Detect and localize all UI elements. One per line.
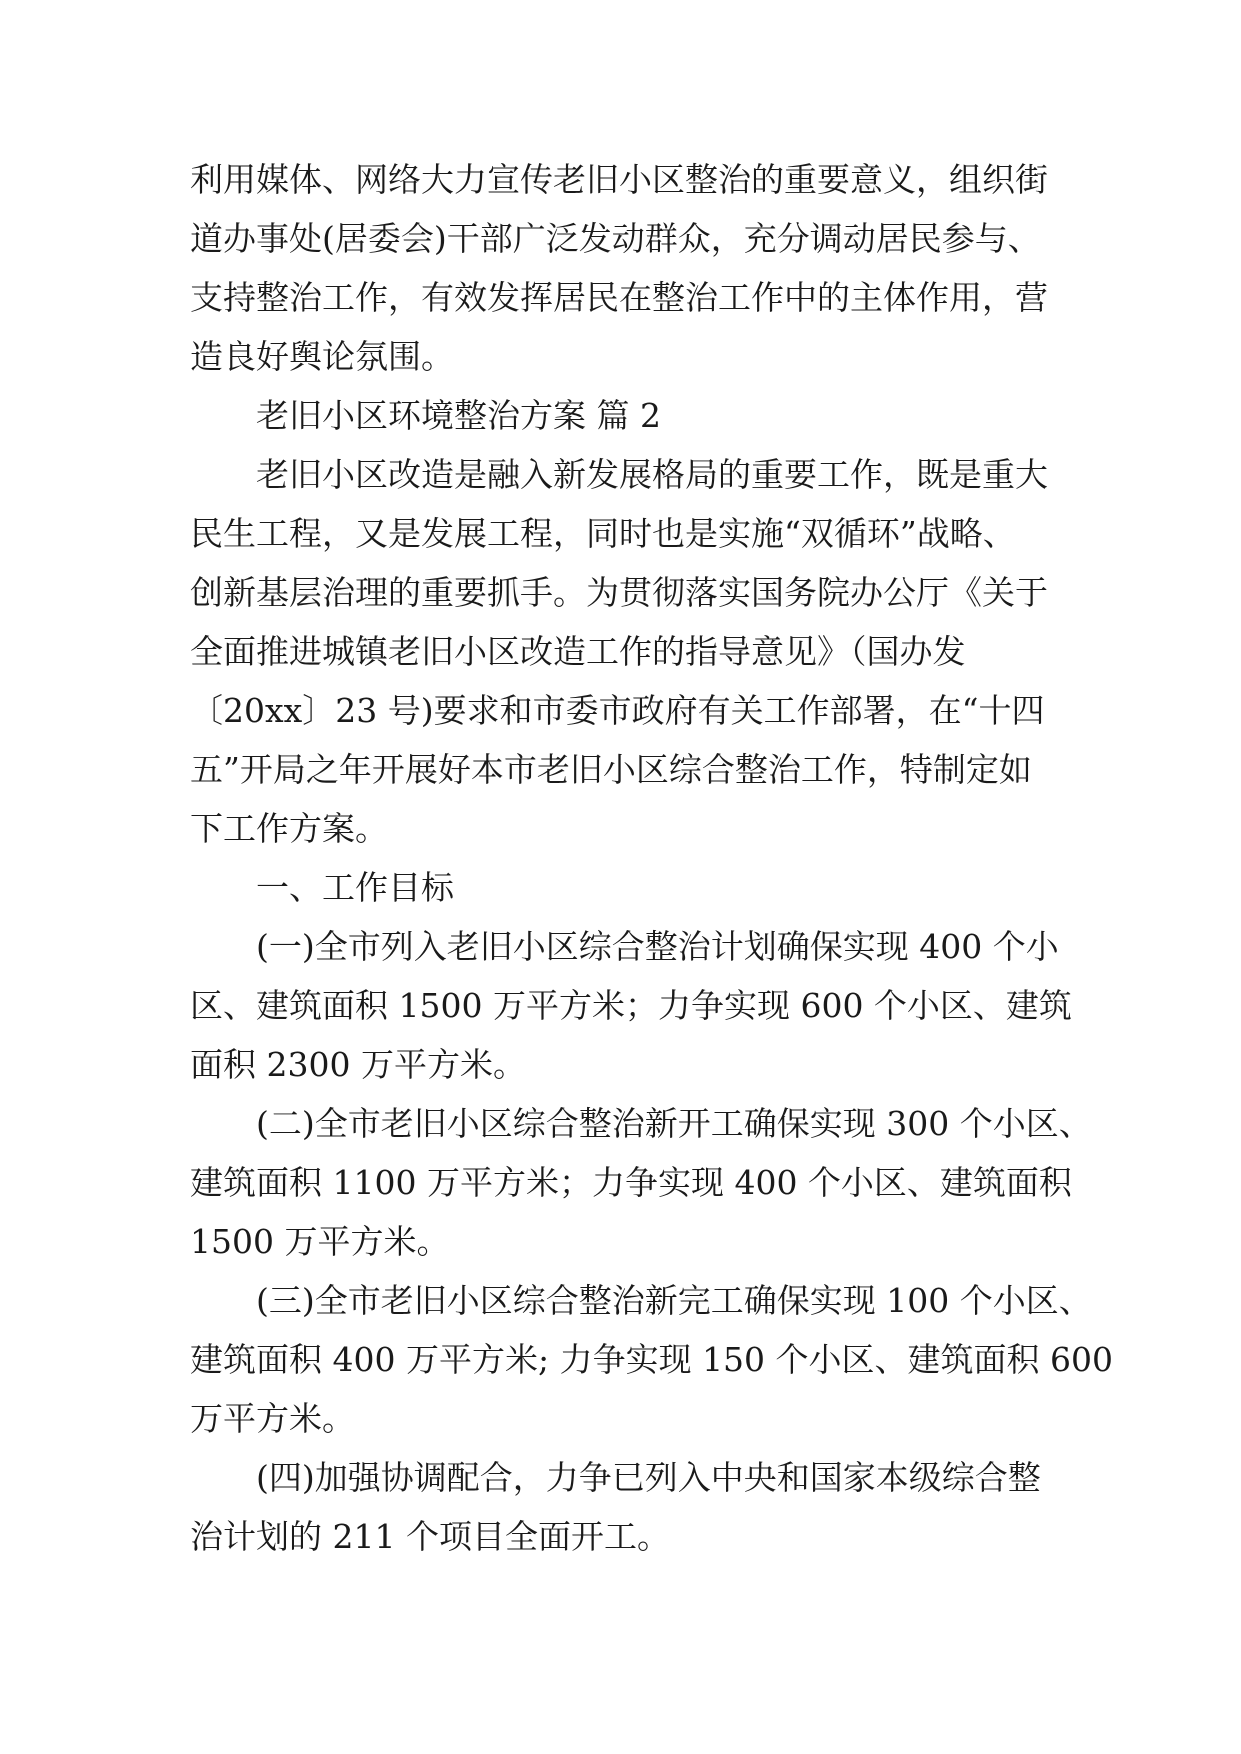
text-line: 利用媒体、网络大力宣传老旧小区整治的重要意义，组织街 (190, 160, 1048, 199)
text-line: 五”开局之年开展好本市老旧小区综合整治工作，特制定如 (190, 750, 1032, 789)
text-line: (二)全市老旧小区综合整治新开工确保实现 300 个小区、 (256, 1104, 1092, 1143)
paragraph (190, 445, 1070, 858)
text-line: 道办事处(居委会)干部广泛发动群众，充分调动居民参与、 (190, 219, 1041, 258)
paragraph (190, 150, 1070, 386)
document-body (190, 150, 1114, 1566)
text-line: (一)全市列入老旧小区综合整治计划确保实现 400 个小 (256, 927, 1059, 966)
text-line: (四)加强协调配合，力争已列入中央和国家本级综合整 (256, 1458, 1041, 1497)
text-line: 一、工作目标 (256, 868, 454, 907)
text-line: 下工作方案。 (190, 809, 388, 848)
text-line: 支持整治工作，有效发挥居民在整治工作中的主体作用，营 (190, 278, 1048, 317)
text-line: 1500 万平方米。 (190, 1222, 450, 1261)
paragraph (190, 1448, 1070, 1566)
text-line: 创新基层治理的重要抓手。为贯彻落实国务院办公厅《关于 (190, 573, 1048, 612)
text-line: 老旧小区环境整治方案 篇 2 (256, 396, 661, 435)
text-line: 老旧小区改造是融入新发展格局的重要工作，既是重大 (256, 455, 1048, 494)
text-line: (三)全市老旧小区综合整治新完工确保实现 100 个小区、 (256, 1281, 1092, 1320)
text-line: 区、建筑面积 1500 万平方米；力争实现 600 个小区、建筑 (190, 986, 1072, 1025)
text-line: 〔20xx〕23 号)要求和市委市政府有关工作部署，在“十四 (190, 691, 1045, 730)
paragraph (190, 917, 1070, 1094)
subheading (190, 858, 1070, 917)
text-line: 造良好舆论氛围。 (190, 337, 454, 376)
paragraph (190, 1271, 1114, 1448)
text-line: 全面推进城镇老旧小区改造工作的指导意见》（国办发 (190, 632, 966, 671)
paragraph (190, 1094, 1092, 1271)
text-line: 建筑面积 1100 万平方米；力争实现 400 个小区、建筑面积 (190, 1163, 1072, 1202)
text-line: 民生工程，又是发展工程，同时也是实施“双循环”战略、 (190, 514, 1016, 553)
text-line: 万平方米。 (190, 1399, 355, 1438)
section-title (190, 386, 1070, 445)
text-line: 面积 2300 万平方米。 (190, 1045, 526, 1084)
text-line: 建筑面积 400 万平方米; 力争实现 150 个小区、建筑面积 600 (190, 1340, 1114, 1379)
text-line: 治计划的 211 个项目全面开工。 (190, 1517, 670, 1556)
